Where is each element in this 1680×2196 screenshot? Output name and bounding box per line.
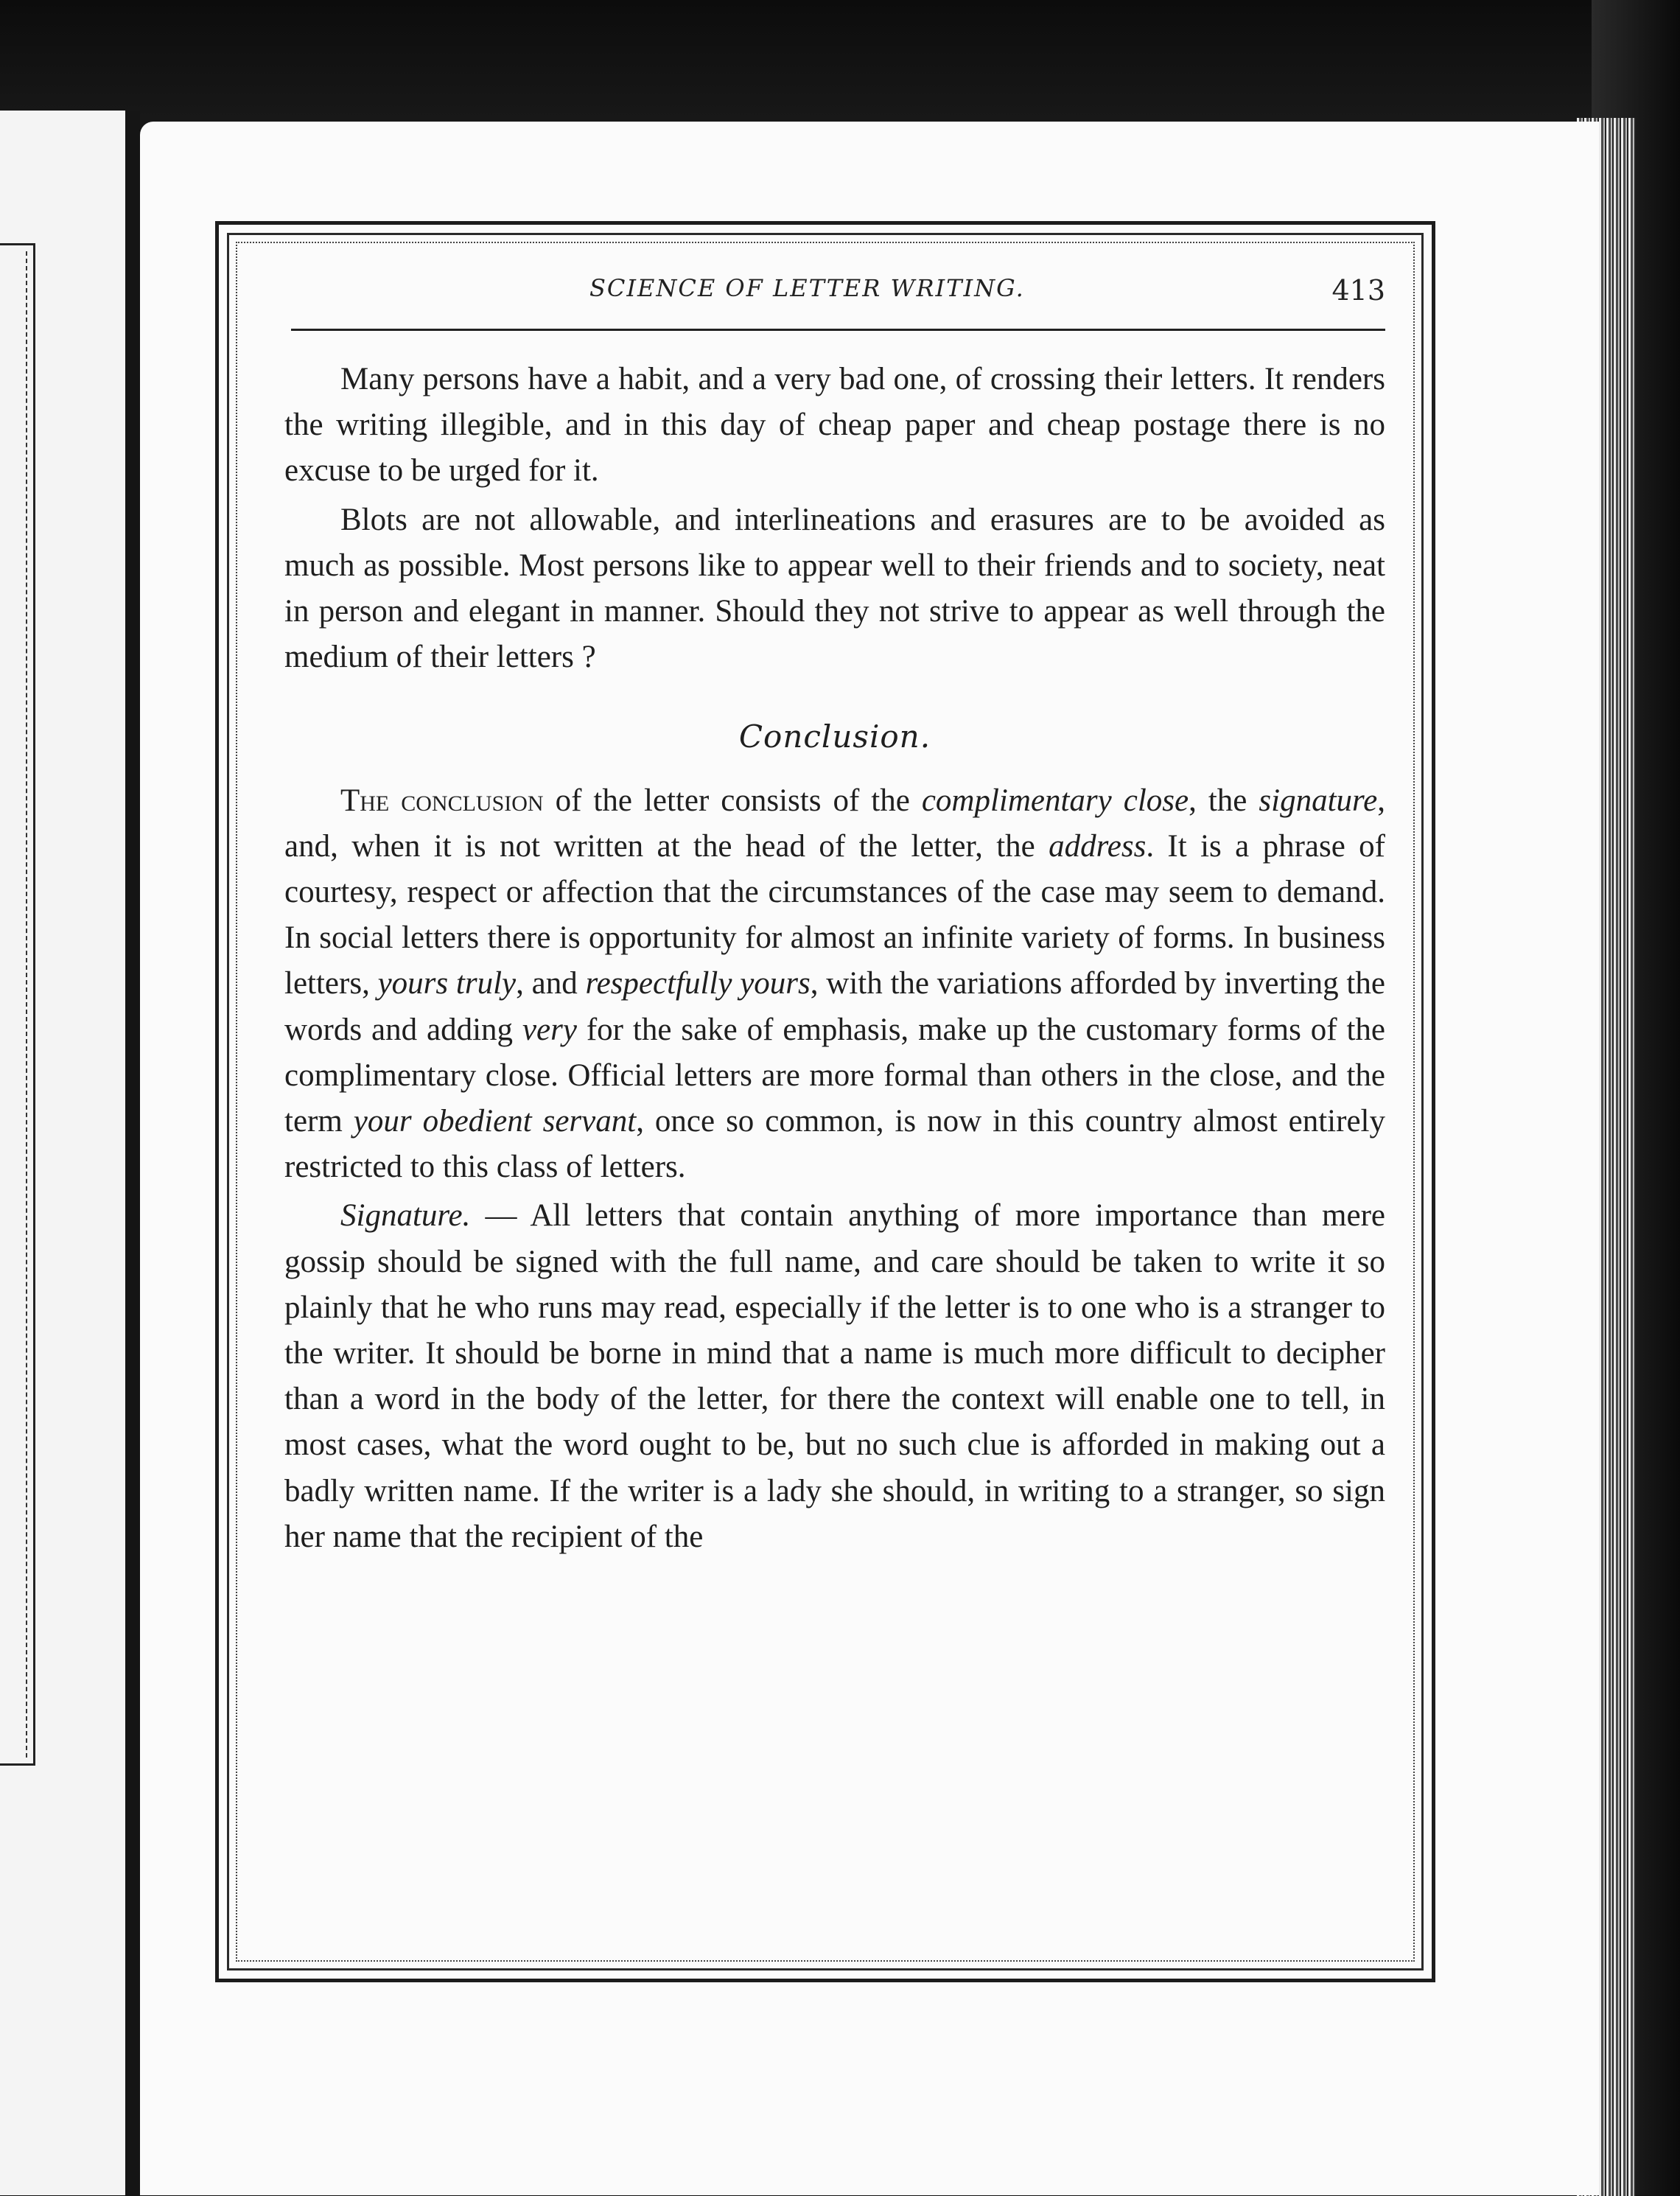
facing-page-border [0,243,35,1766]
text-run: , and, when it is not written at the head of the letter, the [284,783,1385,864]
header-rule [291,329,1385,331]
text-run: , and [516,966,586,1001]
italic-term: respectfully yours [585,966,811,1001]
paragraph-blots: Blots are not allowable, and interlineations and erasures are to be avoided as much as possible. Most persons like to appear well to their friends and to society, neat in person and elegant in manner. Should they not strive to appear as well through the medium of their letters ? [284,502,1385,675]
text-run: . It is a phrase of courtesy, respect or affection that the circumstances of the case may seem to demand. In social letters there is opportunity for almost an infinite variety of forms. In business letters, [284,828,1385,1001]
text-run: for the sake of emphasis, make up the customary forms of the complimentary close. Official letters are more formal than others in the close, and the term [284,1012,1385,1139]
paragraph-conclusion [284,778,1385,1191]
conclusion-lead: The conclusion [340,783,544,818]
italic-term: complimentary close [921,783,1189,818]
text-run: , with the variations afforded by inverting the words and adding [284,966,1385,1047]
italic-term: your obedient servant [353,1104,637,1139]
paragraph-crossing: Many persons have a habit, and a very bad one, of crossing their letters. It renders the writing illegible, and in this day of cheap paper and cheap postage there is no excuse to be urged for it. [284,362,1385,489]
body-text [284,357,1385,1560]
text-run: , the [1189,783,1259,818]
running-head [291,274,1385,318]
text-run: , once so common, is now in this country almost entirely restricted to this class of letters. [284,1104,1385,1185]
scan-background-top [0,0,1680,140]
italic-term: yours truly [377,966,517,1001]
italic-term: very [522,1012,577,1047]
signature-text: — All letters that contain anything of more importance than mere gossip should be signed with the full name, and care should be taken to write it so plainly that he who runs may read, especially if the letter is to one who is a stranger to the writer. It should be borne in mind that a name is much more difficult to decipher than a word in the body of the letter, for there the context will enable one to tell, in most cases, what the word ought to be, but no such clue is afforded in making out a badly written name. If the writer is a lady she should, in writing to a stranger, so sign her name that the recipient of the [284,1198,1385,1554]
signature-lead: Signature. [340,1198,471,1234]
facing-page [0,111,125,2195]
paragraph-signature [284,1193,1385,1560]
section-heading: Conclusion. [738,718,931,755]
page-number: 413 [1331,274,1385,307]
running-title: SCIENCE OF LETTER WRITING. [589,274,1025,302]
text-run: of the letter consists of the [543,783,922,818]
italic-term: address [1049,828,1147,864]
italic-term: signature [1259,783,1378,818]
book-gutter [125,111,140,2195]
